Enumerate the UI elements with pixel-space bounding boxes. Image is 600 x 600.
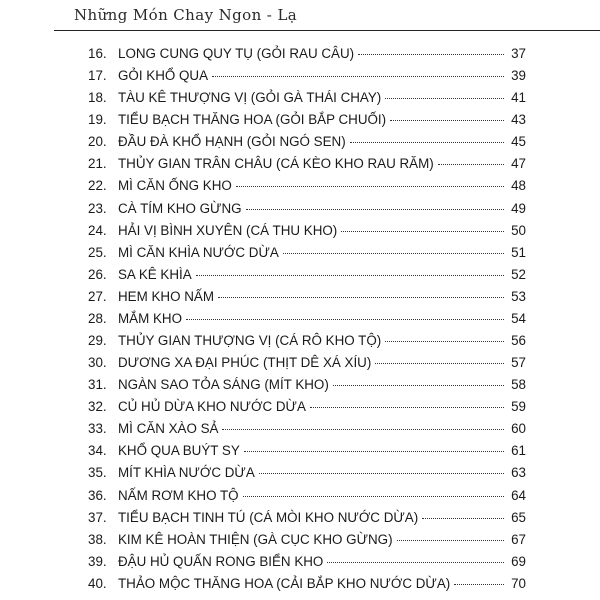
toc-entry-page-number: 61 [511,443,526,459]
toc-entry-number: 20. [88,134,107,150]
toc-entry-number: 27. [88,288,107,304]
toc-entry-page-number: 52 [511,266,526,282]
toc-entry-page-number: 58 [511,377,526,393]
toc-entry-page-number: 43 [511,112,526,128]
toc-entry-page-number: 57 [511,355,526,371]
toc-dot-leader [438,164,504,165]
toc-dot-leader [244,451,504,452]
toc-dot-leader [341,231,504,232]
toc-dot-leader [333,385,504,386]
toc-entry-title: MÌ CĂN ỐNG KHO [118,178,232,194]
toc-entry [88,242,526,264]
toc-entry-title: MÌ CĂN XÀO SẢ [118,421,219,437]
toc-entry-number: 18. [88,90,107,106]
toc-entry-title: LONG CUNG QUY TỤ (GỎI RAU CÂU) [118,46,355,61]
toc-dot-leader [236,186,504,187]
toc-entry [88,440,526,462]
toc-dot-leader [454,584,504,585]
toc-entry-page-number: 41 [511,90,526,106]
toc-entry-title: THẢO MỘC THĂNG HOA (CẢI BẮP KHO NƯỚC DỪA) [118,575,451,591]
toc-entry-number: 16. [88,46,107,61]
toc-entry [88,109,526,131]
toc-dot-leader [390,120,504,121]
toc-entry-number: 29. [88,333,107,349]
toc-entry [88,286,526,308]
toc-entry-page-number: 54 [511,310,526,326]
toc-entry [88,65,526,87]
toc-entry [88,507,526,529]
toc-entry [88,374,526,396]
toc-entry [88,352,526,374]
toc-entry-title: CÀ TÍM KHO GỪNG [118,200,242,216]
toc-entry [88,264,526,286]
toc-entry-number: 36. [88,487,107,503]
toc-dot-leader [375,363,504,364]
toc-entry-title: HẢI VỊ BÌNH XUYÊN (CÁ THU KHO) [118,222,338,238]
toc-entry [88,220,526,242]
toc-dot-leader [283,253,504,254]
toc-entry-page-number: 60 [511,421,526,437]
toc-dot-leader [358,54,504,55]
toc-entry-title: TIỂU BẠCH TINH TÚ (CÁ MÒI KHO NƯỚC DỪA) [118,509,419,525]
toc-entry [88,529,526,551]
toc-entry-title: SA KÊ KHÌA [118,266,192,282]
toc-entry-page-number: 67 [511,531,526,547]
toc-entry-page-number: 65 [511,509,526,525]
toc-entry [88,175,526,197]
toc-entry-number: 28. [88,310,107,326]
toc-entry-title: ĐẬU HỦ QUẤN RONG BIỂN KHO [118,553,324,569]
toc-entry-number: 35. [88,465,107,481]
toc-dot-leader [385,341,504,342]
toc-entry-title: MÌ CĂN KHÌA NƯỚC DỪA [118,244,279,260]
toc-entry-number: 30. [88,355,107,371]
toc-entry-title: GỎI KHỔ QUA [118,68,209,84]
toc-entry-title: DƯƠNG XA ĐẠI PHÚC (THỊT DÊ XÁ XÍU) [118,355,372,371]
header-divider [54,30,600,31]
toc-entry-number: 23. [88,200,107,216]
toc-entry-page-number: 49 [511,200,526,216]
toc-entry-number: 26. [88,266,107,282]
toc-entry-number: 31. [88,377,107,393]
toc-dot-leader [422,518,504,519]
toc-entry [88,573,526,595]
toc-entry-page-number: 63 [511,465,526,481]
toc-entry-number: 33. [88,421,107,437]
toc-entry-number: 17. [88,68,107,84]
toc-dot-leader [196,275,504,276]
toc-entry [88,131,526,153]
toc-dot-leader [259,473,504,474]
toc-entry-title: KIM KÊ HOÀN THIỆN (GÀ CỤC KHO GỪNG) [118,531,393,547]
toc-entry-title: MÍT KHÌA NƯỚC DỪA [118,465,255,481]
toc-entry-number: 25. [88,244,107,260]
toc-entry-number: 39. [88,553,107,569]
toc-entry [88,462,526,484]
toc-entry [88,198,526,220]
toc-entry [88,153,526,175]
toc-entry-page-number: 37 [511,46,526,61]
toc-dot-leader [212,76,504,77]
toc-entry-title: MẮM KHO [118,310,182,326]
toc-entry-page-number: 56 [511,333,526,349]
toc-dot-leader [246,209,504,210]
toc-dot-leader [218,297,504,298]
toc-entry-title: ĐẦU ĐÀ KHỔ HẠNH (GỎI NGÓ SEN) [118,134,346,150]
toc-dot-leader [385,98,504,99]
toc-entry [88,418,526,440]
toc-dot-leader [350,142,504,143]
toc-entry-page-number: 70 [511,575,526,591]
toc-entry-number: 19. [88,112,107,128]
toc-dot-leader [243,496,504,497]
toc-entry [88,396,526,418]
toc-entry-number: 24. [88,222,107,238]
toc-entry-page-number: 50 [511,222,526,238]
toc-dot-leader [310,407,504,408]
toc-entry-page-number: 53 [511,288,526,304]
toc-entry-title: TIỂU BẠCH THĂNG HOA (GỎI BẮP CHUỐI) [118,112,387,128]
toc-entry-title: CỦ HỦ DỪA KHO NƯỚC DỪA [118,399,306,415]
toc-dot-leader [222,429,504,430]
toc-entry [88,308,526,330]
toc-entry-number: 22. [88,178,107,194]
toc-entry-number: 40. [88,575,107,591]
toc-entry-page-number: 64 [511,487,526,503]
toc-dot-leader [186,319,504,320]
toc-entry-page-number: 59 [511,399,526,415]
toc-entry [88,87,526,109]
table-of-contents [88,43,526,595]
page-header-title: Những Món Chay Ngon - Lạ [74,6,298,24]
toc-dot-leader [397,540,504,541]
toc-entry-title: NẤM RƠM KHO TỘ [118,487,239,503]
toc-entry [88,330,526,352]
toc-entry-number: 21. [88,156,107,172]
toc-entry-page-number: 48 [511,178,526,194]
toc-entry-number: 37. [88,509,107,525]
toc-entry [88,551,526,573]
toc-entry-page-number: 39 [511,68,526,84]
toc-entry-number: 38. [88,531,107,547]
toc-entry-title: NGÀN SAO TỎA SÁNG (MÍT KHO) [118,377,329,393]
toc-entry-page-number: 69 [511,553,526,569]
toc-entry-page-number: 51 [511,244,526,260]
toc-entry-number: 34. [88,443,107,459]
toc-dot-leader [327,562,504,563]
toc-entry-title: TÀU KÊ THƯỢNG VỊ (GỎI GÀ THÁI CHAY) [118,90,382,106]
toc-entry-title: THỦY GIAN TRÂN CHÂU (CÁ KÈO KHO RAU RĂM) [118,156,434,172]
toc-entry-title: HEM KHO NẤM [118,288,214,304]
toc-entry [88,485,526,507]
toc-entry-title: KHỔ QUA BUÝT SY [118,443,240,459]
toc-entry [88,43,526,65]
toc-entry-page-number: 47 [511,156,526,172]
toc-entry-number: 32. [88,399,107,415]
toc-entry-page-number: 45 [511,134,526,150]
page-header [0,0,600,34]
toc-entry-title: THỦY GIAN THƯỢNG VỊ (CÁ RÔ KHO TỘ) [118,333,382,349]
